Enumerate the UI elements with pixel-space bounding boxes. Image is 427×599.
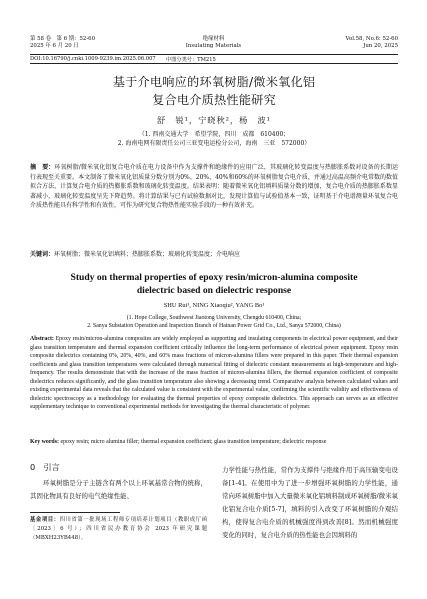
abstract-en-text: Epoxy resin/micron-alumina composites are widely employed as supporting and insulating components in electrical power equipment, and their glass transition temperature and thermal expansion coefficient critically influence the long-term performance of electrical power equipment. Epoxy resin composite dielectrics containing 0%, 20%, 40%, and 60% mass fractions of micron-alumina fillers were prepared in this paper. Their thermal expansion coefficients and glass transition temperatures were calculated through numerical fitting of dielectric constant measurements at high-temperature and high-frequency. The results demonstrate that with the increase of the mass fraction of micron-alumina fillers, the thermal expansion coefficient of composite dielectrics reduces significantly, and the glass transition temperature also showing a decreasing trend. Comparative analysis between calculated values and existing experimental data reveals that the calculated value is consistent with the experimental value, confirming the scientific validity and effectiveness of dielectric spectroscopy as a methodology for evaluating the thermal properties of epoxy composite dielectrics. This approach can serves as an effective supplementary technique to conventional experimental methods for investigating the thermal characteristic of polymer.: [30, 336, 398, 411]
abstract-cn-label: 摘 要：: [30, 164, 55, 171]
title-en-line1: Study on thermal properties of epoxy resin/micron-alumina composite: [70, 272, 358, 283]
funding-footnote: [30, 516, 207, 544]
section-heading-introduction: 0 引言: [30, 462, 60, 472]
funding-label: 基金项目：: [30, 517, 60, 523]
keywords-cn-text: 环氧树脂；微米氧化铝填料；热膨胀系数；玻璃化转变温度；介电响应: [54, 251, 241, 258]
abstract-cn: [30, 163, 398, 211]
keywords-cn: [30, 249, 398, 258]
affiliations-cn: [30, 130, 398, 149]
journal-name-en: Insulating Materials: [185, 42, 242, 49]
title-cn-line1: 基于介电响应的环氧树脂/微米氧化铝: [112, 75, 316, 89]
keywords-cn-label: 关键词：: [30, 251, 55, 258]
doi: DOI:10.16790/j.cnki.1009-9239.im.2025.06.007: [30, 55, 156, 62]
authors-en: SHU Rui¹, NING Xiaoqiu², YANG Bo¹: [163, 302, 265, 309]
intro-paragraph-left: 环氧树脂是分子主链含有两个以上环氧基常合物的统称，其固化物具有良好的电气绝缘性能、: [30, 479, 207, 501]
title-cn-line2: 复合电介质热性能研究: [152, 93, 276, 107]
journal-name: [160, 36, 267, 49]
abstract-en: [30, 335, 398, 412]
funding-text: 四川省第一批现场工程师专项培养计划项目（教职成厅函〔2023〕6 号）；四川省民办教育协会 2023 年研究课题（MBXH23YB448）。: [30, 517, 207, 542]
publish-date-en: Jun 20, 2025: [363, 42, 398, 49]
keywords-en-label: Key words:: [30, 439, 59, 445]
volume-issue: 第 58 卷 第 6 期：52-60: [30, 36, 96, 42]
journal-issue-info-en: [266, 36, 398, 49]
affiliation-cn-1: （1. 西南交通大学 希望学院，四川 成都 610400；: [138, 131, 290, 138]
header-rule: [30, 54, 398, 55]
abstract-en-label: Abstract:: [30, 336, 54, 342]
intro-paragraph-right: 力学性能与热性能，常作为支撑件与绝缘件用于高压输变电设备[1-4]。在使用中为了进一步增强环氧树脂的力学性能，通常向环氧树脂中加入大量微米氧化铝填料制成环氧树脂/微米氧化铝复合电介质[5-7]，填料的引入改变了环氧树脂的介观结构，使得复合电介质的机械强度得到改善[8]。然而机械强度变化的同时，复合电介质的热性能也会因填料的: [222, 466, 398, 540]
abstract-cn-text: 环氧树脂/微米氧化铝复合电介质在电力设备中作为支撑件和绝缘件的应用广泛，其玻璃化转变温度与热膨胀系数对设备的长期运行表现至关重要。本文制备了微米氧化铝质量分数分别为0%、20%、40%和60%的环氧树脂复合电介质，并通过高温高频介电常数的数值拟合方法，计算复合电介质的热膨胀系数和玻璃化转变温度。结果表明：随着微米氧化铝填料质量分数的增加，复合电介质的热膨胀系数显著减小，玻璃化转变温度呈先下降趋势。将计算结果与已有试验数据对比，发现计算值与试验值基本一致，证明基于介电谱测量环氧复合电介质热性能具有科学性和有效性，可作为研究复合物热性能实验手段的一种有效补充。: [30, 164, 398, 210]
authors-cn: 舒 锐¹，宁晓秋²，杨 波¹: [157, 115, 271, 125]
keywords-en-text: epoxy resin; micro alumina filler; thermal expansion coefficient; glass transition temperature; dielectric response: [60, 439, 327, 445]
affiliation-en-2: 2. Sanya Substation Operation and Inspection Branch of Hainan Power Grid Co., Ltd., Sanya 572000, China): [87, 323, 341, 330]
title-en: [30, 271, 398, 297]
affiliations-en: [30, 314, 398, 330]
volume-issue-en: Vol.58, No.6: 52-60: [345, 36, 398, 42]
footnote-rule: [30, 512, 120, 513]
keywords-en: [30, 438, 398, 447]
journal-name-cn: 绝缘材料: [202, 36, 225, 42]
title-en-line2: dielectric based on dielectric response: [136, 285, 292, 296]
classification-number: 中图分类号：TM215: [166, 56, 216, 63]
affiliation-en-1: (1. Hope College, Southwest Jiaotong University, Chengdu 610400, China;: [126, 315, 302, 321]
journal-issue-info: [30, 36, 160, 49]
header-rule-bottom: [30, 63, 398, 64]
affiliation-cn-2: 2. 海南电网有限责任公司三亚变电运检分公司，海南 三亚 572000）: [117, 140, 311, 148]
publish-date-cn: 2025 年 6 月 20 日: [30, 42, 79, 49]
title-cn: [30, 73, 398, 109]
